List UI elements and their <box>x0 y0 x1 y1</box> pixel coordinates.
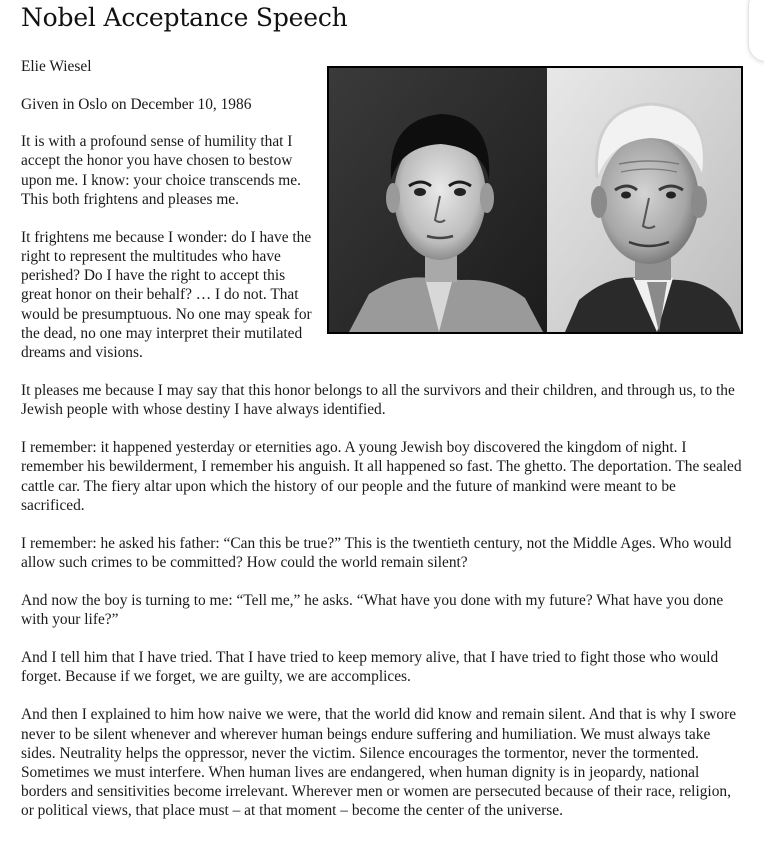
paragraph: It frightens me because I wonder: do I have the right to represent the multitudes who have perished? Do I have the right to accept this great honor on their behalf? … I do not. That would be presumptuous. No one may speak for the dead, no one may interpret their mutilated dreams and visions. <box>21 228 312 362</box>
paragraph: It pleases me because I may say that this honor belongs to all the survivors and their children, and through us, to the Jewish people with whose destiny I have always identified. <box>21 382 735 419</box>
paragraph: And I tell him that I have tried. That I have tried to keep memory alive, that I have tried to fight those who would forget. Because if we forget, we are guilty, we are accomplices. <box>21 649 719 686</box>
portrait-photo-icon <box>329 68 741 332</box>
paragraph: I remember: it happened yesterday or eternities ago. A young Jewish boy discovered the kingdom of night. I remember his bewilderment, I remember his anguish. It all happened so fast. The ghetto. The deportation. The sealed cattle car. The fiery altar upon which the history of our people and the future of mankind were meant to be sacrificed. <box>21 439 742 514</box>
author-name: Elie Wiesel <box>21 58 92 75</box>
paragraph: It is with a profound sense of humility that I accept the honor you have chosen to bestow upon me. I know: your choice transcends me. This both frightens and pleases me. <box>21 133 301 208</box>
paragraph: And then I explained to him how naive we were, that the world did know and remain silent. And that is why I swore never to be silent whenever and wherever human beings endure suffering and humiliation. We must always take sides. Neutrality helps the oppressor, never the victim. Silence encourages the tormentor, never the tormented. Sometimes we must interfere. When human lives are endangered, when human dignity is in jeopardy, national borders and sensitivities become irrelevant. Wherever men or women are persecuted because of their race, religion, or political views, that place must – at that moment – become the center of the universe. <box>21 706 737 820</box>
paragraph: And now the boy is turning to me: “Tell me,” he asks. “What have you done with my future? What have you done with your life?” <box>21 592 724 629</box>
paragraph: I remember: he asked his father: “Can this be true?” This is the twentieth century, not the Middle Ages. Who would allow such crimes to be committed? How could the world remain silent? <box>21 534 732 572</box>
portrait-photo <box>327 66 743 334</box>
speech-body <box>21 57 743 839</box>
corner-widget[interactable] <box>748 0 764 62</box>
page-title: Nobel Acceptance Speech <box>21 3 348 32</box>
speech-date: Given in Oslo on December 10, 1986 <box>21 95 252 113</box>
